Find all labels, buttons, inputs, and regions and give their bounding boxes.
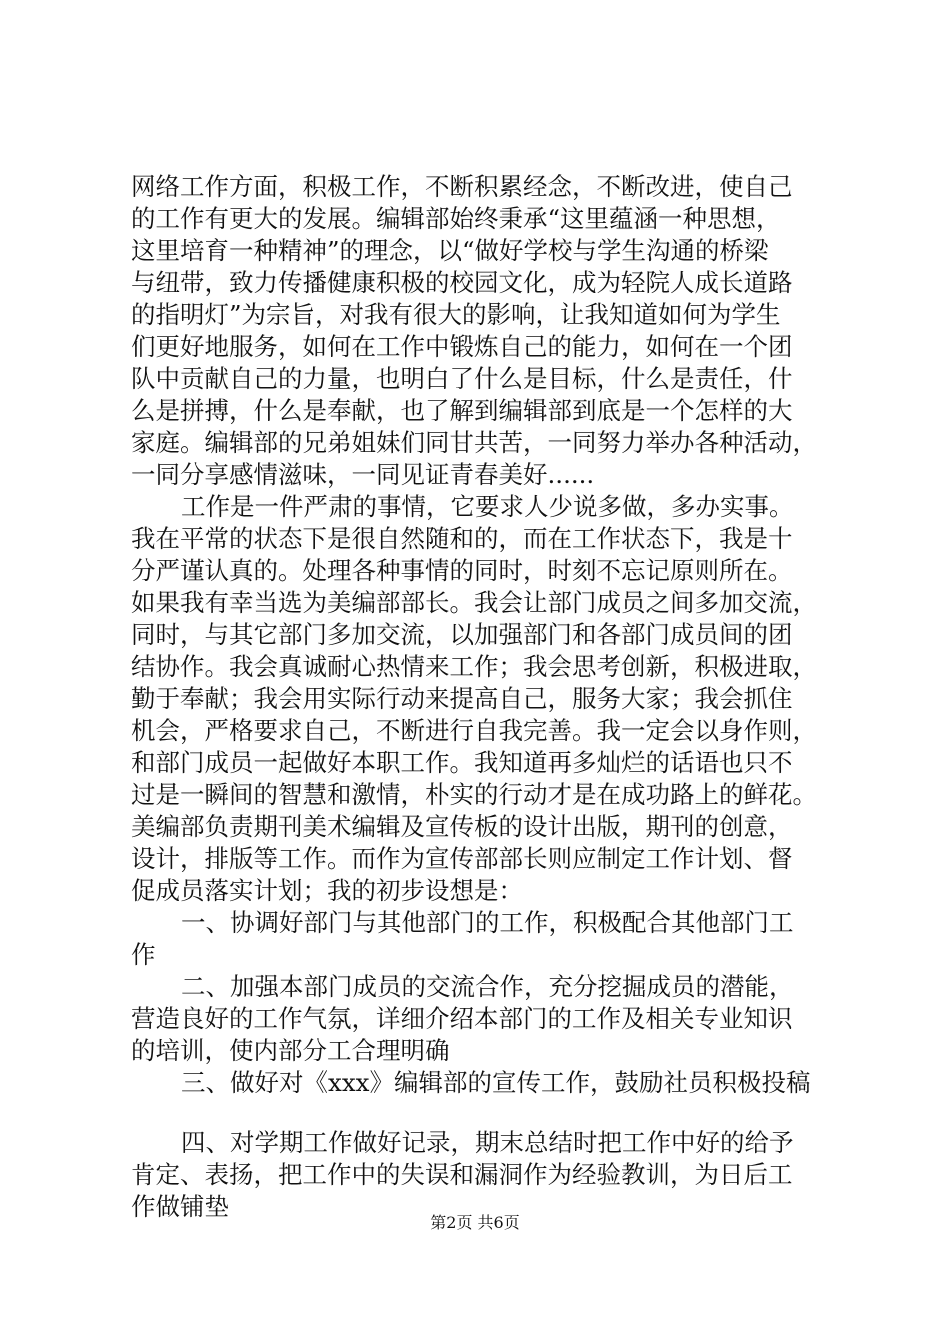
text-line: 如果我有幸当选为美编部部长。我会让部门成员之间多加交流， [131,588,817,617]
text-line: 勤于奉献；我会用实际行动来提高自己，服务大家；我会抓住 [131,684,793,713]
page-number-footer: 第2页 共6页 [430,1213,520,1232]
paragraph-1 [131,171,843,491]
text-line: 和部门成员一起做好本职工作。我知道再多灿烂的话语也只不 [131,748,793,777]
text-line: 分严谨认真的。处理各种事情的同时，时刻不忘记原则所在。 [131,556,793,585]
text-line: 网络工作方面，积极工作，不断积累经念，不断改进，使自己 [131,172,793,201]
text-line: 促成员落实计划；我的初步设想是： [131,876,523,905]
blank-gap [131,1099,843,1127]
text-line: 过是一瞬间的智慧和激情，朴实的行动才是在成功路上的鲜花。 [131,780,817,809]
text-line: 与纽带，致力传播健康积极的校园文化，成为轻院人成长道路 [131,268,793,297]
text-line: 的培训，使内部分工合理明确 [131,1036,450,1065]
list-item-1 [131,907,843,971]
text-line: 的指明灯”为宗旨，对我有很大的影响，让我知道如何为学生 [131,300,781,329]
text-line: 家庭。编辑部的兄弟姐妹们同甘共苦，一同努力举办各种活动， [131,428,817,457]
text-line: 一、协调好部门与其他部门的工作，积极配合其他部门工 [181,908,794,937]
paragraph-2 [131,491,843,907]
text-line: 们更好地服务，如何在工作中锻炼自己的能力，如何在一个团 [131,332,793,361]
text-line: 这里培育一种精神”的理念，以“做好学校与学生沟通的桥梁 [131,236,769,265]
text-line: 我在平常的状态下是很自然随和的，而在工作状态下，我是十 [131,524,793,553]
text-line: 四、对学期工作做好记录，期末总结时把工作中好的给予 [181,1128,794,1157]
text-line: 美编部负责期刊美术编辑及宣传板的设计出版，期刊的创意， [131,812,793,841]
text-line: 结协作。我会真诚耐心热情来工作；我会思考创新，积极进取， [131,652,817,681]
text-line: 队中贡献自己的力量，也明白了什么是目标，什么是责任，什 [131,364,793,393]
list-item-2 [131,971,843,1067]
text-line: 作做铺垫 [131,1192,229,1221]
text-line: 肯定、表扬，把工作中的失误和漏洞作为经验教训，为日后工 [131,1160,793,1189]
text-line: 三、做好对《xxx》编辑部的宣传工作，鼓励社员积极投稿 [181,1068,811,1097]
text-line: 营造良好的工作气氛，详细介绍本部门的工作及相关专业知识 [131,1004,793,1033]
text-line: 么是拼搏，什么是奉献，也了解到编辑部到底是一个怎样的大 [131,396,793,425]
body-text [131,171,843,1223]
text-line: 一同分享感情滋味，一同见证青春美好...... [131,460,595,489]
text-line: 的工作有更大的发展。编辑部始终秉承“这里蕴涵一种思想， [131,204,781,233]
text-line: 设计，排版等工作。而作为宣传部部长则应制定工作计划、督 [131,844,793,873]
list-item-4 [131,1127,843,1223]
text-line: 机会，严格要求自己，不断进行自我完善。我一定会以身作则， [131,716,817,745]
text-line: 二、加强本部门成员的交流合作，充分挖掘成员的潜能， [181,972,794,1001]
text-line: 作 [131,940,156,969]
text-line: 工作是一件严肃的事情，它要求人少说多做，多办实事。 [181,492,794,521]
list-item-3 [131,1067,843,1099]
text-line: 同时，与其它部门多加交流，以加强部门和各部门成员间的团 [131,620,793,649]
